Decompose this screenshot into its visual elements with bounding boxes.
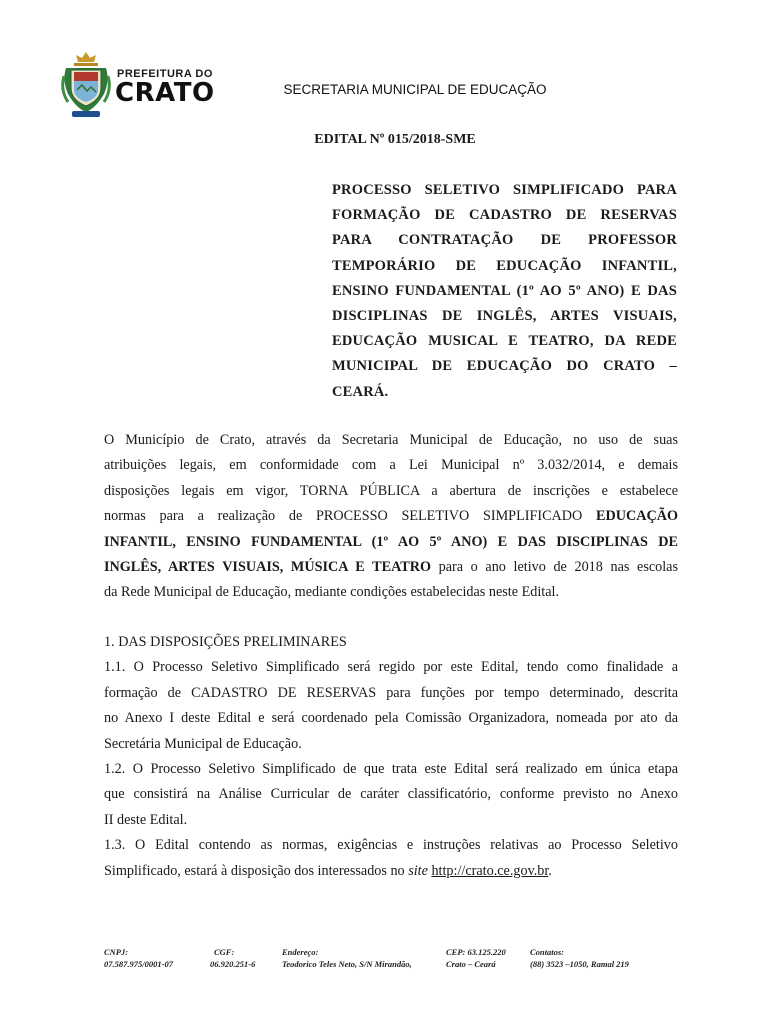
objective-line: PROCESSO SELETIVO SIMPLIFICADO PARA: [332, 182, 677, 198]
objective-line: CEARÁ.: [332, 383, 389, 400]
footer-value: 07.587.975/0001-07: [104, 959, 173, 969]
bold-run: INFANTIL, ENSINO FUNDAMENTAL (1º AO 5º ANO) E DAS DISCIPLINAS DE: [104, 533, 678, 550]
objective-line: PARA CONTRATAÇÃO DE PROFESSOR: [332, 232, 677, 249]
footer-label: Contatos:: [530, 947, 565, 957]
intro-paragraph: [104, 428, 678, 606]
edital-number: EDITAL Nº 015/2018-SME: [314, 132, 476, 147]
secretaria-heading: SECRETARIA MUNICIPAL DE EDUCAÇÃO: [283, 82, 547, 97]
paragraph-line: formação de CADASTRO DE RESERVAS para funções por tempo determinado, descrita: [104, 684, 678, 701]
paragraph-line: [104, 504, 678, 529]
footer-cnpj: [104, 946, 173, 970]
footer-label: Endereço:: [282, 947, 319, 957]
italic-run: site: [408, 862, 428, 879]
footer-value: 06.920.251-6: [210, 959, 256, 969]
footer-label: CEP: 63.125.220: [446, 947, 506, 957]
objective-line: FORMAÇÃO DE CADASTRO DE RESERVAS: [332, 207, 677, 224]
footer-label: CGF:: [214, 947, 235, 957]
footer-contatos: [530, 946, 629, 970]
paragraph-line: 1.1. O Processo Seletivo Simplificado será regido por este Edital, tendo como finalidade a: [104, 659, 678, 676]
text-run: normas para a realização de PROCESSO SELETIVO SIMPLIFICADO: [104, 508, 597, 525]
crato-website-link[interactable]: http://crato.ce.gov.br: [431, 862, 549, 879]
objective-line: EDUCAÇÃO MUSICAL E TEATRO, DA REDE: [332, 333, 677, 350]
text-run: .: [548, 862, 552, 879]
paragraph-line: da Rede Municipal de Educação, mediante condições estabelecidas neste Edital.: [104, 584, 559, 601]
paragraph-line: 1.3. O Edital contendo as normas, exigências e instruções relativas ao Processo Seletivo: [104, 837, 678, 854]
section-preliminares: [104, 630, 678, 884]
logo-prefeitura-text: PREFEITURA DO: [117, 68, 213, 80]
paragraph-line: que consistirá na Análise Curricular de caráter classificatório, conforme previsto no Anexo: [104, 786, 678, 803]
page-footer: [0, 946, 770, 972]
text-run: para o ano letivo de 2018 nas escolas: [431, 559, 678, 576]
paragraph-line: II deste Edital.: [104, 811, 188, 828]
footer-value: (88) 3523 –1050, Ramal 219: [530, 959, 629, 969]
objective-line: DISCIPLINAS DE INGLÊS, ARTES VISUAIS,: [332, 308, 677, 325]
paragraph-line: atribuições legais, em conformidade com a Lei Municipal nº 3.032/2014, e demais: [104, 457, 678, 474]
objective-line: TEMPORÁRIO DE EDUCAÇÃO INFANTIL,: [332, 257, 677, 274]
text-run: Simplificado, estará à disposição dos interessados no: [104, 862, 409, 879]
footer-value: Teodorico Teles Neto, S/N Mirandão,: [282, 959, 412, 969]
logo-crato-text: CRATO: [115, 78, 215, 108]
footer-label: CNPJ:: [104, 947, 129, 957]
paragraph-line: [104, 530, 678, 555]
paragraph-line: O Município de Crato, através da Secretaria Municipal de Educação, no uso de suas: [104, 432, 678, 448]
footer-value: Crato – Ceará: [446, 959, 496, 969]
footer-cep: [446, 946, 506, 970]
bold-run: INGLÊS, ARTES VISUAIS, MÚSICA E TEATRO: [104, 559, 432, 576]
bold-run: EDUCAÇÃO: [596, 508, 678, 525]
paragraph-line: [104, 859, 678, 884]
paragraph-line: [104, 555, 678, 580]
footer-endereco: [282, 946, 412, 970]
footer-cgf: [210, 946, 255, 970]
paragraph-line: Secretária Municipal de Educação.: [104, 735, 302, 752]
paragraph-line: 1.2. O Processo Seletivo Simplificado de que trata este Edital será realizado em única etapa: [104, 761, 678, 778]
objective-line: MUNICIPAL DE EDUCAÇÃO DO CRATO –: [332, 358, 677, 375]
edital-objective: [332, 178, 677, 405]
paragraph-line: no Anexo I deste Edital e será coordenado pela Comissão Organizadora, nomeada por ato da: [104, 710, 678, 727]
paragraph-line: disposições legais em vigor, TORNA PÚBLICA a abertura de inscrições e estabelece: [104, 482, 678, 499]
section-heading: 1. DAS DISPOSIÇÕES PRELIMINARES: [104, 634, 347, 650]
objective-line: ENSINO FUNDAMENTAL (1º AO 5º ANO) E DAS: [332, 282, 677, 299]
